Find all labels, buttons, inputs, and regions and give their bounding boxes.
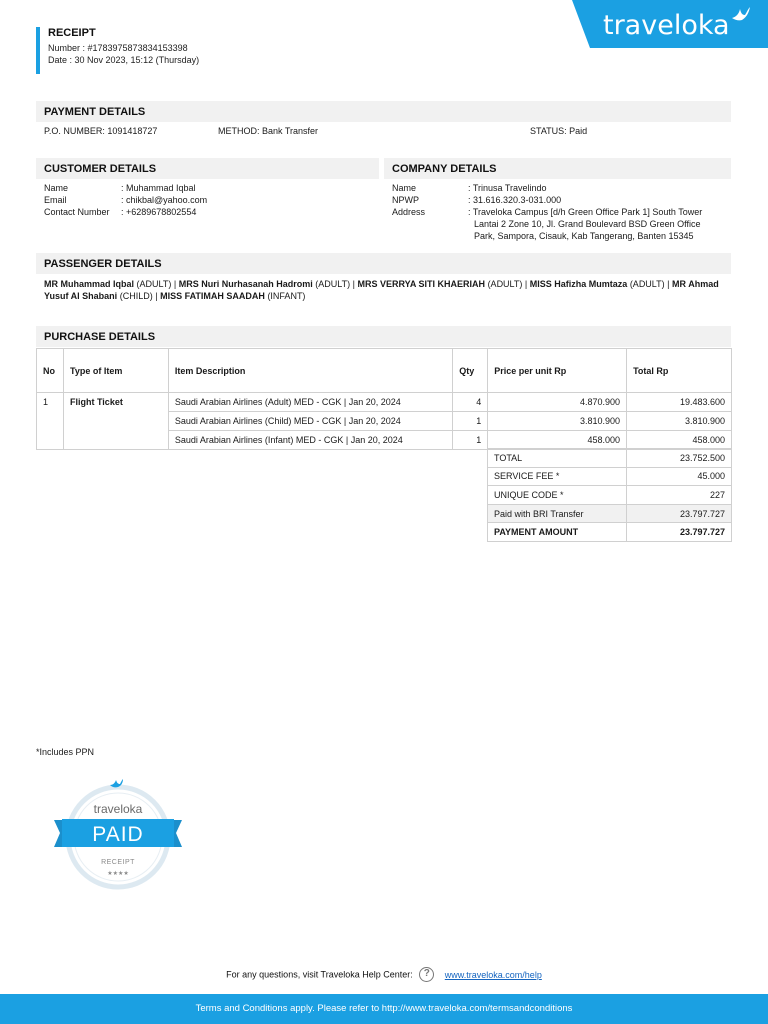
company-address-line2: Lantai 2 Zone 10, Jl. Grand Boulevard BSD Green Office bbox=[474, 219, 701, 229]
purchase-table-header bbox=[37, 349, 732, 393]
company-details-heading: COMPANY DETAILS bbox=[384, 158, 731, 179]
col-no: No bbox=[37, 349, 64, 393]
item-description: Saudi Arabian Airlines (Adult) MED - CGK | Jan 20, 2024 bbox=[168, 393, 452, 412]
item-type: Flight Ticket bbox=[63, 393, 168, 450]
item-total: 3.810.900 bbox=[627, 412, 732, 431]
payment-status: STATUS: Paid bbox=[530, 126, 588, 136]
item-qty: 4 bbox=[453, 393, 488, 412]
passenger-list bbox=[44, 278, 734, 302]
unique-code-row bbox=[488, 486, 732, 505]
passenger-separator: | bbox=[667, 279, 670, 289]
passenger-name: MISS Hafizha Mumtaza bbox=[529, 279, 628, 289]
company-name-value: : Trinusa Travelindo bbox=[468, 183, 547, 193]
passenger-details-heading: PASSENGER DETAILS bbox=[36, 253, 731, 274]
customer-details-heading: CUSTOMER DETAILS bbox=[36, 158, 379, 179]
col-qty: Qty bbox=[453, 349, 488, 393]
help-text: For any questions, visit Traveloka Help Center: bbox=[226, 969, 413, 980]
po-number: P.O. NUMBER: 1091418727 bbox=[44, 126, 158, 136]
passenger-separator: | bbox=[155, 291, 158, 301]
help-line bbox=[0, 967, 768, 982]
stamp-stars: ★★★★ bbox=[107, 870, 129, 877]
footer-bar bbox=[0, 994, 768, 1024]
paid-with-value: 23.797.727 bbox=[627, 504, 732, 523]
brand-logo-text: traveloka bbox=[603, 10, 730, 41]
company-address-label: Address bbox=[392, 207, 426, 217]
table-row bbox=[37, 393, 732, 412]
passenger-type: (ADULT) bbox=[315, 279, 351, 289]
customer-contact-value: : +6289678802554 bbox=[121, 207, 197, 217]
payment-details-heading: PAYMENT DETAILS bbox=[36, 101, 731, 122]
company-address-value: : Traveloka Campus [d/h Green Office Park 1] South Tower bbox=[468, 207, 703, 217]
customer-contact-label: Contact Number bbox=[44, 207, 110, 217]
customer-name-value: : Muhammad Iqbal bbox=[121, 183, 196, 193]
payment-amount-value: 23.797.727 bbox=[627, 523, 732, 542]
passenger-type: (INFANT) bbox=[267, 291, 306, 301]
company-npwp-value: : 31.616.320.3-031.000 bbox=[468, 195, 562, 205]
ppn-note: *Includes PPN bbox=[36, 747, 95, 757]
passenger-type: (CHILD) bbox=[119, 291, 153, 301]
passenger-name: MR Ahmad Yusuf Al Shabani bbox=[44, 279, 719, 301]
stamp-brand: traveloka bbox=[93, 802, 143, 816]
unique-code-value: 227 bbox=[627, 486, 732, 505]
passenger-separator: | bbox=[352, 279, 355, 289]
header-accent-bar bbox=[36, 27, 40, 74]
purchase-details-heading: PURCHASE DETAILS bbox=[36, 326, 731, 347]
customer-name-label: Name bbox=[44, 183, 69, 193]
payment-method: METHOD: Bank Transfer bbox=[218, 126, 319, 136]
col-description: Item Description bbox=[168, 349, 452, 393]
receipt-number: Number : #1783975873834153398 bbox=[48, 43, 188, 53]
service-fee-value: 45.000 bbox=[627, 467, 732, 486]
help-link[interactable]: www.traveloka.com/help bbox=[444, 969, 542, 980]
item-total: 458.000 bbox=[627, 431, 732, 450]
paid-with-row bbox=[488, 504, 732, 523]
paid-stamp bbox=[52, 777, 184, 891]
receipt-date: Date : 30 Nov 2023, 15:12 (Thursday) bbox=[48, 55, 200, 65]
passenger-separator: | bbox=[524, 279, 528, 289]
customer-email-value: : chikbal@yahoo.com bbox=[121, 195, 208, 205]
traveloka-bird-icon bbox=[730, 4, 752, 26]
item-qty: 1 bbox=[453, 412, 488, 431]
service-fee-row bbox=[488, 467, 732, 486]
help-question-icon: ? bbox=[419, 967, 434, 982]
payment-amount-label: PAYMENT AMOUNT bbox=[488, 523, 627, 542]
stamp-sub: RECEIPT bbox=[101, 859, 135, 866]
paid-with-label: Paid with BRI Transfer bbox=[488, 504, 627, 523]
col-total: Total Rp bbox=[627, 349, 732, 393]
col-price: Price per unit Rp bbox=[488, 349, 627, 393]
total-label: TOTAL bbox=[488, 449, 627, 468]
item-price: 458.000 bbox=[488, 431, 627, 450]
item-description: Saudi Arabian Airlines (Infant) MED - CGK | Jan 20, 2024 bbox=[168, 431, 452, 450]
purchase-table bbox=[36, 348, 732, 450]
receipt-title: RECEIPT bbox=[48, 27, 96, 39]
company-npwp-label: NPWP bbox=[392, 195, 419, 205]
passenger-name: MRS VERRYA SITI KHAERIAH bbox=[357, 279, 486, 289]
passenger-separator: | bbox=[173, 279, 177, 289]
passenger-type: (ADULT) bbox=[136, 279, 172, 289]
stamp-status: PAID bbox=[92, 823, 144, 846]
totals-table bbox=[487, 448, 732, 542]
item-no: 1 bbox=[37, 393, 64, 450]
item-price: 4.870.900 bbox=[488, 393, 627, 412]
passenger-type: (ADULT) bbox=[487, 279, 523, 289]
company-name-label: Name bbox=[392, 183, 417, 193]
item-description: Saudi Arabian Airlines (Child) MED - CGK | Jan 20, 2024 bbox=[168, 412, 452, 431]
col-type: Type of Item bbox=[63, 349, 168, 393]
item-total: 19.483.600 bbox=[627, 393, 732, 412]
payment-amount-row bbox=[488, 523, 732, 542]
total-row bbox=[488, 449, 732, 468]
unique-code-label: UNIQUE CODE * bbox=[488, 486, 627, 505]
passenger-name: MR Muhammad Iqbal bbox=[44, 279, 135, 289]
passenger-name: MISS FATIMAH SAADAH bbox=[160, 291, 265, 301]
service-fee-label: SERVICE FEE * bbox=[488, 467, 627, 486]
customer-email-label: Email bbox=[44, 195, 67, 205]
company-address-line3: Park, Sampora, Cisauk, Kab Tangerang, Banten 15345 bbox=[474, 231, 694, 241]
total-value: 23.752.500 bbox=[627, 449, 732, 468]
item-price: 3.810.900 bbox=[488, 412, 627, 431]
passenger-name: MRS Nuri Nurhasanah Hadromi bbox=[178, 279, 313, 289]
footer-text: Terms and Conditions apply. Please refer to http://www.traveloka.com/termsandconditions bbox=[195, 1003, 573, 1014]
item-qty: 1 bbox=[453, 431, 488, 450]
passenger-type: (ADULT) bbox=[629, 279, 665, 289]
